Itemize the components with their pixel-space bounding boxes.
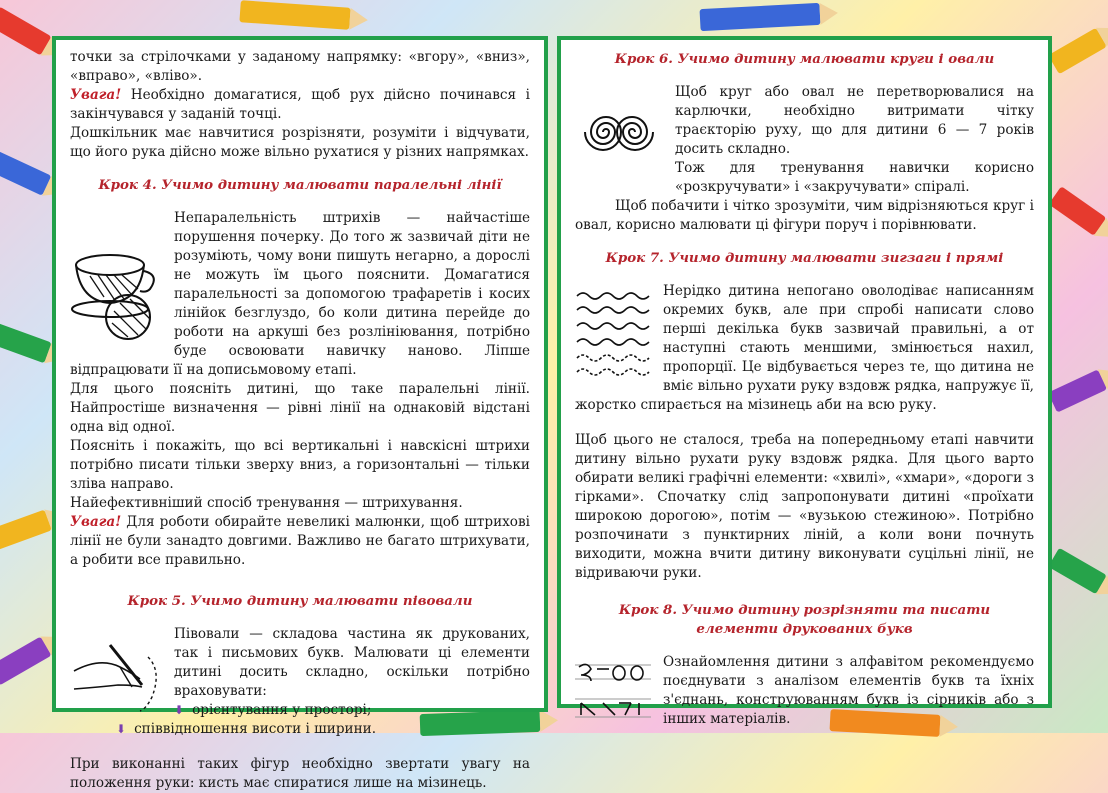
step4-paragraph: Поясніть і покажіть, що всі вертикальні і навскісні штрихи потрібно писати тільки зверху вниз, а горизонтальні — тільки зліва направо. bbox=[70, 438, 530, 492]
pencil-decoration bbox=[0, 146, 51, 196]
step7-paragraph: Нерідко дитина непогано оволодіває написанням окремих букв, але при спробі написати слово перші декілька букв зазвичай правильні, а от наступні стають меншими, змінюється нахил, пропорції. Це відбувається через те, що дитина не вміє вільно рухати руку вздовж рядка, напружує її, жорстко спирається на мізинець аби на всю руку. bbox=[575, 283, 1034, 413]
pencil-decoration bbox=[0, 636, 51, 685]
paragraph: Дошкільник має навчитися розрізняти, розуміти і відчувати, що його рука дійсно може вільно рухатися у різних напрямках. bbox=[70, 125, 530, 160]
wavy-lines-illustration bbox=[575, 288, 651, 378]
pencil-decoration bbox=[0, 319, 52, 364]
warning-paragraph bbox=[70, 86, 530, 124]
pencil-decoration bbox=[1049, 186, 1107, 236]
step4-heading: Крок 4. Учимо дитину малювати паралельні лінії bbox=[98, 177, 502, 193]
warning-text: Для роботи обирайте невеликі малюнки, щоб штрихові лінії не були занадто довгими. Важливо не багато штрихувати, а робити все правильно. bbox=[70, 514, 530, 568]
step5-paragraph: При виконанні таких фігур необхідно звертати увагу на положення руки: кисть має спиратися лише на мізинець. bbox=[70, 756, 530, 791]
step6-block bbox=[575, 83, 1034, 197]
cup-hatching-illustration bbox=[70, 231, 162, 341]
bullet-item bbox=[116, 720, 530, 739]
step4-paragraph: Найефективніший спосіб тренування — штрихування. bbox=[70, 495, 463, 511]
intro-text: точки за стрілочками у заданому напрямку: «вгору», «вниз», «вправо», «вліво». bbox=[70, 49, 530, 84]
bullet-text: співвідношення висоти і ширини. bbox=[134, 721, 377, 737]
warning-paragraph bbox=[70, 513, 530, 570]
step5-heading: Крок 5. Учимо дитину малювати півовали bbox=[127, 593, 473, 609]
step4-paragraph: Непаралельність штрихів — найчастіше порушення почерку. До того ж зазвичай діти не розуміють, чому вони пишуть негарно, а дорослі не можуть їм цього пояснити. Домагатися паралельності за допомогою трафаретів і косих лінійок безглуздо, бо коли дитина перейде до роботи на аркуші без розлініювання, потрібно буде освоювати навичку наново. Ліпше відпрацювати її на дописьмовому етапі. bbox=[70, 210, 530, 378]
warning-text: Необхідно домагатися, щоб рух дійсно починався і закінчувався у заданій точці. bbox=[70, 87, 530, 122]
step7-heading: Крок 7. Учимо дитину малювати зигзаги і прямі bbox=[605, 250, 1004, 266]
spiral-illustration bbox=[575, 87, 663, 177]
step7-block bbox=[575, 282, 1034, 415]
right-page bbox=[557, 36, 1052, 727]
step4-block bbox=[70, 209, 530, 380]
pencil-decoration bbox=[1048, 369, 1107, 412]
bullet-text: орієнтування у просторі; bbox=[192, 702, 372, 718]
pencil-decoration bbox=[700, 3, 821, 31]
warning-label: Увага! bbox=[70, 87, 122, 103]
pencil-decoration bbox=[0, 6, 51, 55]
letter-elements-illustration bbox=[575, 655, 651, 735]
step5-block bbox=[70, 625, 530, 739]
left-page bbox=[52, 36, 548, 791]
step5-paragraph: Півовали — складова частина як друкованих, так і письмових букв. Малювати ці елементи дитині досить складно, оскільки потрібно враховувати: bbox=[174, 626, 530, 699]
step6-paragraph: Щоб побачити і чітко зрозуміти, чим відрізняються круг і овал, корисно малювати ці фігури поруч і порівнювати. bbox=[575, 198, 1034, 233]
step6-paragraph: Щоб круг або овал не перетворювалися на карлючки, необхідно витримати чітку траєкторію руху, що для дитини 6 — 7 років досить складно. bbox=[675, 84, 1034, 157]
arrow-bullet-icon: ⬇ bbox=[174, 703, 185, 717]
pencil-decoration bbox=[239, 0, 350, 30]
step4-paragraph: Для цього поясніть дитині, що таке паралельні лінії. Найпростіше визначення — рівні лінії на однаковій відстані одна від одної. bbox=[70, 381, 530, 435]
step6-paragraph: Тож для тренування навички корисно «розкручувати» і «закручувати» спіралі. bbox=[675, 160, 1034, 195]
pencil-decoration bbox=[0, 510, 52, 553]
pencil-decoration bbox=[1048, 548, 1107, 595]
arrow-bullet-icon: ⬇ bbox=[116, 722, 127, 736]
warning-label: Увага! bbox=[70, 514, 122, 530]
step8-block bbox=[575, 653, 1034, 737]
bullet-item bbox=[174, 701, 530, 720]
pencil-decoration bbox=[1048, 28, 1107, 75]
step8-heading: Крок 8. Учимо дитину розрізняти та писати елементи друкованих букв bbox=[618, 602, 991, 637]
hand-drawing-illustration bbox=[70, 627, 162, 717]
step8-paragraph: Ознайомлення дитини з алфавітом рекомендуємо поєднувати з аналізом елементів букв та їхніх з'єднань, конструюванням букв із сірників або з інших матеріалів. bbox=[663, 654, 1034, 727]
step7-paragraph: Щоб цього не сталося, треба на попередньому етапі навчити дитину вільно рухати руку вздовж рядка. Для цього варто обирати великі графічні елементи: «хвилі», «хмари», «дороги з гірками». Спочатку слід запропонувати дитині «проїхати широкою дорогою», потім — «вузькою стежиною». Потрібно розпочинати з пунктирних ліній, а коли вони почнуть виходити, можна вчити дитину виконувати суцільні лінії, не відриваючи руки. bbox=[575, 432, 1034, 581]
step6-heading: Крок 6. Учимо дитину малювати круги і овали bbox=[614, 51, 995, 67]
